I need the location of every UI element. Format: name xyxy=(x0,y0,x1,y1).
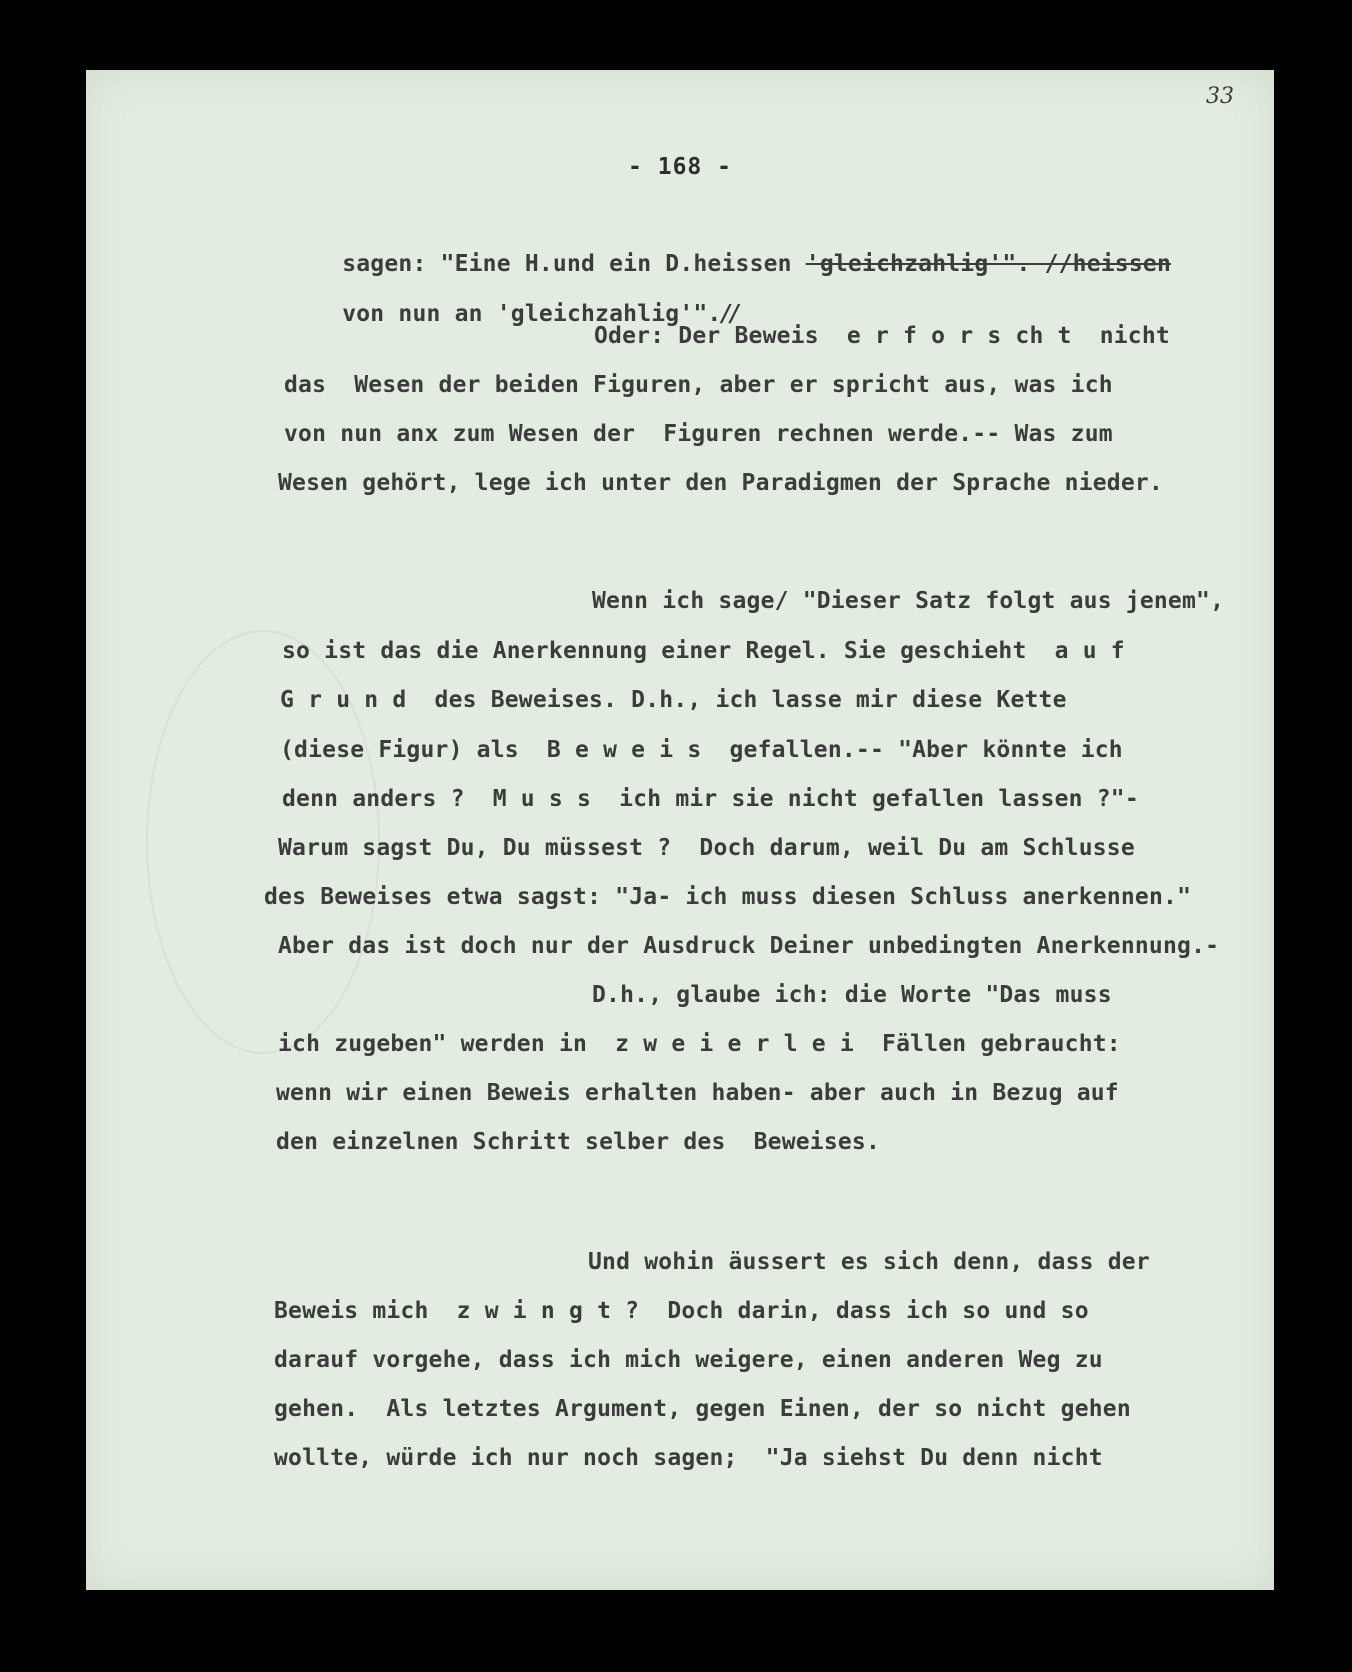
text-line-18: den einzelnen Schritt selber des Beweises. xyxy=(276,1129,881,1155)
text-line-19: Und wohin äussert es sich denn, dass der xyxy=(588,1249,1150,1275)
text-line-11: denn anders ? M u s s ich mir sie nicht gefallen lassen ?"- xyxy=(282,786,1139,812)
text-line-12: Warum sagst Du, Du müssest ? Doch darum, weil Du am Schlusse xyxy=(278,835,1135,861)
handwritten-insertion-mark: // xyxy=(721,300,739,327)
text-segment: von nun an 'gleichzahlig'". xyxy=(342,301,722,327)
struck-text: 'gleichzahlig'". //heissen xyxy=(805,251,1171,277)
text-line-15: D.h., glaube ich: die Worte "Das muss xyxy=(592,982,1112,1008)
text-line-4: das Wesen der beiden Figuren, aber er spricht aus, was ich xyxy=(284,372,1113,398)
text-segment: sagen: "Eine H.und ein D.heissen xyxy=(342,251,806,277)
text-line-14: Aber das ist doch nur der Ausdruck Deiner unbedingten Anerkennung.- xyxy=(278,933,1220,959)
text-line-6: Wesen gehört, lege ich unter den Paradigmen der Sprache nieder. xyxy=(278,470,1163,496)
text-line-5: von nun anx zum Wesen der Figuren rechnen werde.-- Was zum xyxy=(284,421,1113,447)
text-line-7: Wenn ich sage/ "Dieser Satz folgt aus jenem", xyxy=(592,588,1225,614)
text-line-16: ich zugeben" werden in z w e i e r l e i Fällen gebraucht: xyxy=(278,1031,1121,1057)
text-line-13: des Beweises etwa sagst: "Ja- ich muss diesen Schluss anerkennen." xyxy=(264,884,1192,910)
text-line-3: Oder: Der Beweis e r f o r s ch t nicht xyxy=(594,323,1170,349)
page-number: - 168 - xyxy=(628,154,732,180)
text-line-10: (diese Figur) als B e w e i s gefallen.-- "Aber könnte ich xyxy=(280,737,1123,763)
text-line-22: gehen. Als letztes Argument, gegen Einen, der so nicht gehen xyxy=(274,1396,1131,1422)
text-line-17: wenn wir einen Beweis erhalten haben- aber auch in Bezug auf xyxy=(276,1080,1119,1106)
typescript-page xyxy=(86,70,1274,1590)
text-line-20: Beweis mich z w i n g t ? Doch darin, dass ich so und so xyxy=(274,1298,1089,1324)
text-line-9: G r u n d des Beweises. D.h., ich lasse mir diese Kette xyxy=(280,687,1067,713)
text-line-23: wollte, würde ich nur noch sagen; "Ja siehst Du denn nicht xyxy=(274,1445,1103,1471)
text-line-8: so ist das die Anerkennung einer Regel. Sie geschieht a u f xyxy=(282,638,1125,664)
archive-number: 33 xyxy=(1206,84,1234,109)
text-line-21: darauf vorgehe, dass ich mich weigere, einen anderen Weg zu xyxy=(274,1347,1103,1373)
